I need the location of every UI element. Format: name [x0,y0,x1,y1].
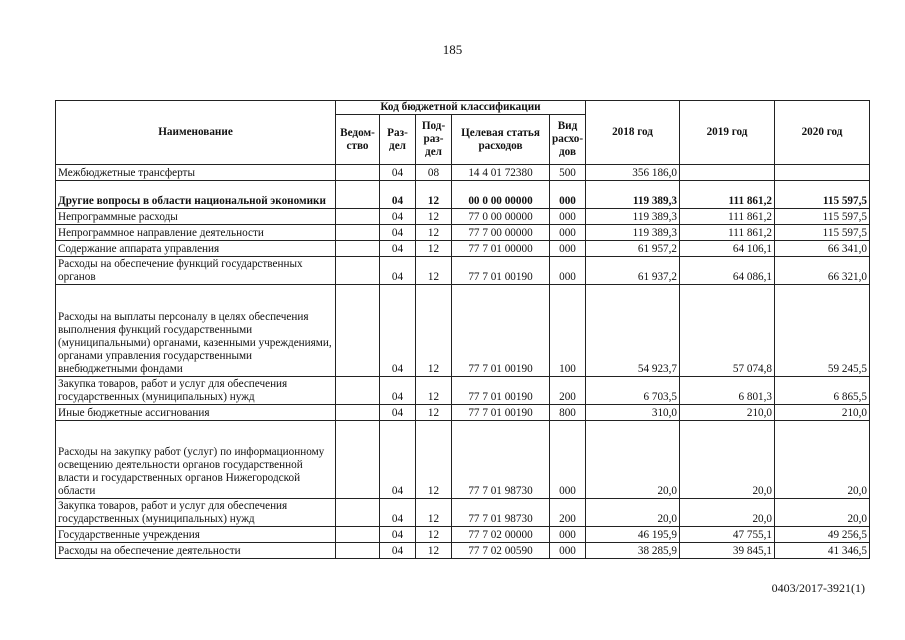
table-row [56,405,870,421]
row-2020: 115 597,5 [775,225,870,241]
row-2020: 59 245,5 [775,285,870,377]
row-2019: 20,0 [680,421,775,499]
row-2020: 66 321,0 [775,257,870,285]
row-name: Закупка товаров, работ и услуг для обеспечения государственных (муниципальных) нужд [56,499,336,527]
row-vid: 000 [550,181,586,209]
table-header [56,101,870,165]
budget-table [55,100,870,559]
row-podrazdel: 12 [416,209,452,225]
row-name: Государственные учреждения [56,527,336,543]
row-2020: 6 865,5 [775,377,870,405]
page-number: 185 [442,42,463,57]
table-row [56,225,870,241]
row-vedomstvo [336,225,380,241]
table-row [56,543,870,559]
table-row [56,377,870,405]
table-row [56,181,870,209]
row-vedomstvo [336,241,380,257]
row-razdel: 04 [380,165,416,181]
row-razdel: 04 [380,285,416,377]
row-2020: 210,0 [775,405,870,421]
row-2018: 61 957,2 [586,241,680,257]
row-vid: 000 [550,421,586,499]
row-name: Закупка товаров, работ и услуг для обеспечения государственных (муниципальных) нужд [56,377,336,405]
row-tselevaya: 77 7 02 00590 [452,543,550,559]
row-tselevaya: 77 7 00 00000 [452,225,550,241]
row-tselevaya: 77 7 01 00190 [452,405,550,421]
row-vedomstvo [336,285,380,377]
row-vid: 000 [550,257,586,285]
row-2018: 310,0 [586,405,680,421]
table-row [56,499,870,527]
row-2019: 47 755,1 [680,527,775,543]
row-razdel: 04 [380,527,416,543]
row-2020: 49 256,5 [775,527,870,543]
row-tselevaya: 77 7 01 00000 [452,241,550,257]
row-podrazdel: 12 [416,241,452,257]
row-2020: 41 346,5 [775,543,870,559]
row-vedomstvo [336,377,380,405]
row-razdel: 04 [380,181,416,209]
row-name: Межбюджетные трансферты [56,165,336,181]
row-razdel: 04 [380,421,416,499]
header-razdel: Раз-дел [380,115,416,165]
row-vid: 500 [550,165,586,181]
row-vedomstvo [336,209,380,225]
header-name: Наименование [56,101,336,165]
row-name: Непрограммные расходы [56,209,336,225]
row-2020: 20,0 [775,499,870,527]
row-tselevaya: 77 7 01 00190 [452,285,550,377]
header-vid: Вид расхо-дов [550,115,586,165]
row-podrazdel: 12 [416,225,452,241]
row-2019: 6 801,3 [680,377,775,405]
row-vid: 200 [550,377,586,405]
header-tselevaya: Целевая статья расходов [452,115,550,165]
row-2018: 20,0 [586,499,680,527]
row-vid: 100 [550,285,586,377]
table-row [56,527,870,543]
row-2019: 57 074,8 [680,285,775,377]
table-body [56,165,870,559]
row-razdel: 04 [380,241,416,257]
row-2018: 61 937,2 [586,257,680,285]
header-vedomstvo: Ведом-ство [336,115,380,165]
row-podrazdel: 12 [416,257,452,285]
row-2018: 46 195,9 [586,527,680,543]
row-2019: 64 086,1 [680,257,775,285]
row-vedomstvo [336,257,380,285]
header-2019: 2019 год [680,101,775,165]
row-razdel: 04 [380,543,416,559]
row-vid: 000 [550,527,586,543]
row-2020: 115 597,5 [775,181,870,209]
row-2019: 111 861,2 [680,181,775,209]
row-podrazdel: 12 [416,285,452,377]
row-2020: 66 341,0 [775,241,870,257]
row-2018: 38 285,9 [586,543,680,559]
row-tselevaya: 77 0 00 00000 [452,209,550,225]
row-name: Расходы на обеспечение деятельности [56,543,336,559]
row-vedomstvo [336,181,380,209]
row-vid: 000 [550,225,586,241]
row-podrazdel: 12 [416,543,452,559]
row-name: Непрограммное направление деятельности [56,225,336,241]
row-podrazdel: 12 [416,421,452,499]
row-tselevaya: 77 7 01 98730 [452,499,550,527]
row-2019: 111 861,2 [680,209,775,225]
row-2018: 54 923,7 [586,285,680,377]
row-podrazdel: 12 [416,499,452,527]
table-row [56,285,870,377]
row-name: Иные бюджетные ассигнования [56,405,336,421]
row-vid: 000 [550,241,586,257]
row-vid: 000 [550,209,586,225]
row-2019: 20,0 [680,499,775,527]
row-vedomstvo [336,527,380,543]
table-row [56,209,870,225]
table-row [56,421,870,499]
row-tselevaya: 00 0 00 00000 [452,181,550,209]
document-reference: 0403/2017-3921(1) [771,581,865,595]
row-2018: 119 389,3 [586,181,680,209]
header-2020: 2020 год [775,101,870,165]
row-name: Расходы на выплаты персоналу в целях обеспечения выполнения функций государственными (муниципальными) органами, казенными учреждениями, органами управления государственными внебюджетными фондами [56,285,336,377]
row-2018: 6 703,5 [586,377,680,405]
row-2018: 119 389,3 [586,225,680,241]
row-2020: 20,0 [775,421,870,499]
row-name: Расходы на обеспечение функций государственных органов [56,257,336,285]
row-razdel: 04 [380,377,416,405]
row-tselevaya: 77 7 02 00000 [452,527,550,543]
table-row [56,165,870,181]
row-razdel: 04 [380,257,416,285]
row-tselevaya: 77 7 01 00190 [452,377,550,405]
row-razdel: 04 [380,499,416,527]
row-razdel: 04 [380,209,416,225]
row-razdel: 04 [380,225,416,241]
row-vedomstvo [336,499,380,527]
table-row [56,241,870,257]
row-tselevaya: 14 4 01 72380 [452,165,550,181]
row-vedomstvo [336,165,380,181]
row-vedomstvo [336,543,380,559]
row-2020 [775,165,870,181]
row-podrazdel: 12 [416,377,452,405]
header-code-group: Код бюджетной классификации [336,101,586,115]
row-2018: 356 186,0 [586,165,680,181]
row-podrazdel: 12 [416,405,452,421]
row-2019: 111 861,2 [680,225,775,241]
table-row [56,257,870,285]
row-2019: 39 845,1 [680,543,775,559]
row-name: Другие вопросы в области национальной экономики [56,181,336,209]
row-podrazdel: 08 [416,165,452,181]
row-vid: 800 [550,405,586,421]
header-podrazdel: Под-раз-дел [416,115,452,165]
header-2018: 2018 год [586,101,680,165]
row-2019 [680,165,775,181]
row-vedomstvo [336,405,380,421]
row-2019: 210,0 [680,405,775,421]
row-podrazdel: 12 [416,527,452,543]
row-2019: 64 106,1 [680,241,775,257]
row-2020: 115 597,5 [775,209,870,225]
row-tselevaya: 77 7 01 98730 [452,421,550,499]
row-podrazdel: 12 [416,181,452,209]
row-vid: 200 [550,499,586,527]
row-vedomstvo [336,421,380,499]
row-razdel: 04 [380,405,416,421]
row-vid: 000 [550,543,586,559]
row-2018: 119 389,3 [586,209,680,225]
row-2018: 20,0 [586,421,680,499]
row-tselevaya: 77 7 01 00190 [452,257,550,285]
row-name: Содержание аппарата управления [56,241,336,257]
row-name: Расходы на закупку работ (услуг) по информационному освещению деятельности органов государственной власти и государственных органов Нижегородской области [56,421,336,499]
